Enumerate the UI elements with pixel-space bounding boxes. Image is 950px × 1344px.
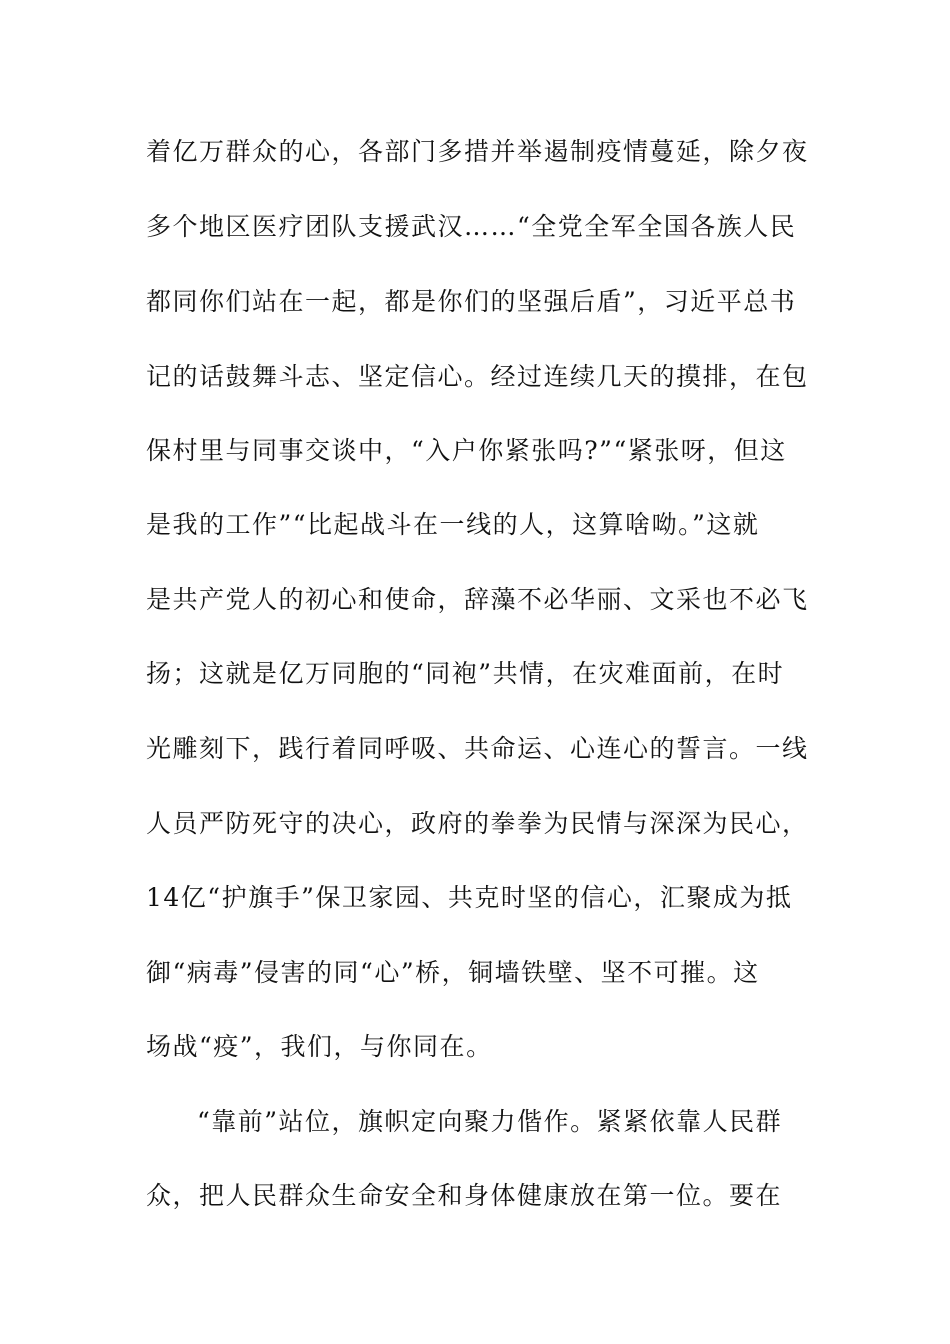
- text-line: 是共产党人的初心和使命，辞藻不必华丽、文采也不必飞: [146, 585, 809, 614]
- text-line: 人员严防死守的决心，政府的拳拳为民情与深深为民心，: [146, 809, 809, 838]
- text-line: 着亿万群众的心，各部门多措并举遏制疫情蔓延，除夕夜: [146, 137, 809, 166]
- text-line: 都同你们站在一起，都是你们的坚强后盾”，习近平总书: [146, 287, 797, 316]
- text-line: 记的话鼓舞斗志、坚定信心。经过连续几天的摸排，在包: [146, 362, 809, 391]
- text-line: 14亿“护旗手”保卫家园、共克时坚的信心，汇聚成为抵: [146, 883, 793, 912]
- text-line: 是我的工作”“比起战斗在一线的人，这算啥呦。”这就: [146, 510, 760, 539]
- paragraph-first-line: “靠前”站位，旗帜定向聚力偕作。紧紧依靠人民群: [197, 1107, 783, 1136]
- text-line: 多个地区医疗团队支援武汉……“全党全军全国各族人民: [146, 212, 797, 241]
- text-line: 扬；这就是亿万同胞的“同袍”共情，在灾难面前，在时: [146, 659, 785, 688]
- text-line: 场战“疫”，我们，与你同在。: [146, 1032, 493, 1061]
- text-line: 保村里与同事交谈中，“入户你紧张吗?”“紧张呀，但这: [146, 436, 787, 465]
- text-line: 御“病毒”侵害的同“心”桥，铜墙铁壁、坚不可摧。这: [146, 958, 760, 987]
- text-line: 众，把人民群众生命安全和身体健康放在第一位。要在: [146, 1181, 783, 1210]
- text-line: 光雕刻下，践行着同呼吸、共命运、心连心的誓言。一线: [146, 734, 809, 763]
